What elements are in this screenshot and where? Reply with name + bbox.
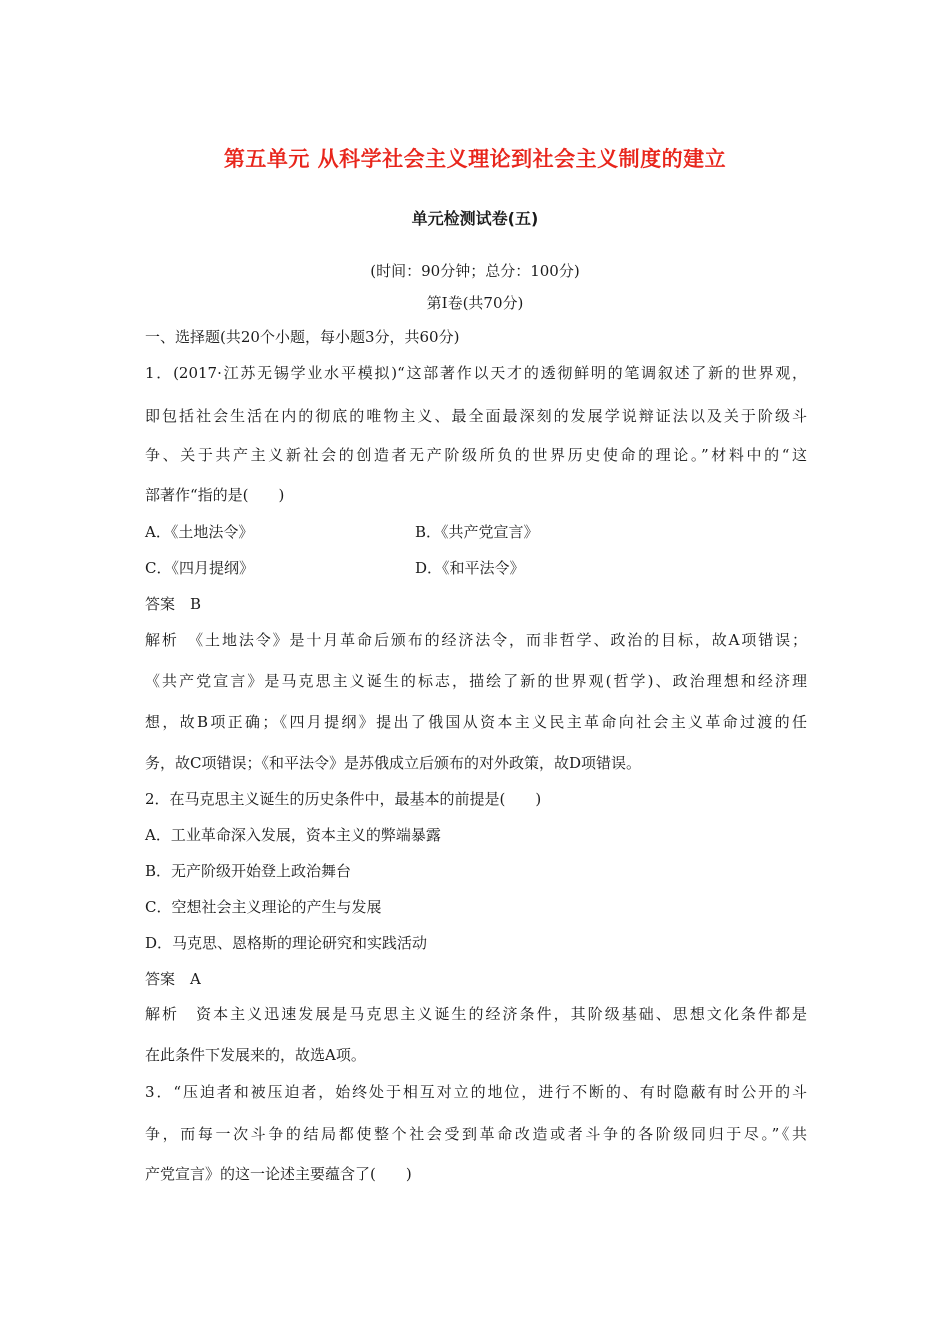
- question-1-stem-line: 即包括社会生活在内的彻底的唯物主义、最全面最深刻的发展学说辩证法以及关于阶级斗: [145, 407, 807, 425]
- question-1-answer: 答案 B: [145, 595, 202, 613]
- section-heading: 第Ⅰ卷(共70分): [426, 294, 524, 312]
- question-1-analysis-line: 想，故B项正确；《四月提纲》提出了俄国从资本主义民主革命向社会主义革命过渡的任: [145, 713, 807, 731]
- time-info: (时间：90分钟；总分：100分): [370, 262, 580, 280]
- question-2-option-b: B．无产阶级开始登上政治舞台: [145, 862, 352, 880]
- question-2-analysis-line: 解析 资本主义迅速发展是马克思主义诞生的经济条件，其阶级基础、思想文化条件都是: [145, 1005, 807, 1023]
- question-2-analysis-line: 在此条件下发展来的，故选A项。: [145, 1046, 366, 1064]
- question-1-analysis-line: 《共产党宣言》是马克思主义诞生的标志，描绘了新的世界观(哲学)、政治理想和经济理: [145, 672, 807, 690]
- question-2-option-a: A．工业革命深入发展，资本主义的弊端暴露: [145, 826, 441, 844]
- question-2-stem-line: 2．在马克思主义诞生的历史条件中，最基本的前提是( ): [145, 790, 542, 808]
- question-1-stem-line: 1．(2017·江苏无锡学业水平模拟)“这部著作以天才的透彻鲜明的笔调叙述了新的世界观，: [145, 364, 807, 382]
- question-3-stem-line: 争，而每一次斗争的结局都使整个社会受到革命改造或者斗争的各阶级同归于尽。”《共: [145, 1125, 807, 1143]
- question-1-option-c: C．《四月提纲》: [145, 559, 254, 577]
- question-1-analysis-line: 务，故C项错误；《和平法令》是苏俄成立后颁布的对外政策，故D项错误。: [145, 754, 642, 772]
- question-1-option-a: A．《土地法令》: [145, 523, 254, 541]
- question-2-answer: 答案 A: [145, 970, 201, 988]
- question-1-analysis-line: 解析 《土地法令》是十月革命后颁布的经济法令，而非哲学、政治的目标，故A项错误；: [145, 631, 807, 649]
- unit-subtitle: 单元检测试卷(五): [411, 209, 539, 228]
- unit-title: 第五单元 从科学社会主义理论到社会主义制度的建立: [223, 147, 727, 171]
- question-2-option-d: D．马克思、恩格斯的理论研究和实践活动: [145, 934, 428, 952]
- question-1-option-b: B．《共产党宣言》: [415, 523, 539, 541]
- question-1-stem-line: 部著作“指的是( ): [145, 486, 285, 504]
- part-heading: 一、选择题(共20个小题，每小题3分，共60分): [145, 328, 460, 346]
- question-1-stem-line: 争、关于共产主义新社会的创造者无产阶级所负的世界历史使命的理论。”材料中的“这: [145, 446, 807, 464]
- question-2-option-c: C．空想社会主义理论的产生与发展: [145, 898, 382, 916]
- question-3-stem-line: 3．“压迫者和被压迫者，始终处于相互对立的地位，进行不断的、有时隐蔽有时公开的斗: [145, 1083, 807, 1101]
- question-3-stem-line: 产党宣言》的这一论述主要蕴含了( ): [145, 1165, 412, 1183]
- question-1-option-d: D．《和平法令》: [415, 559, 525, 577]
